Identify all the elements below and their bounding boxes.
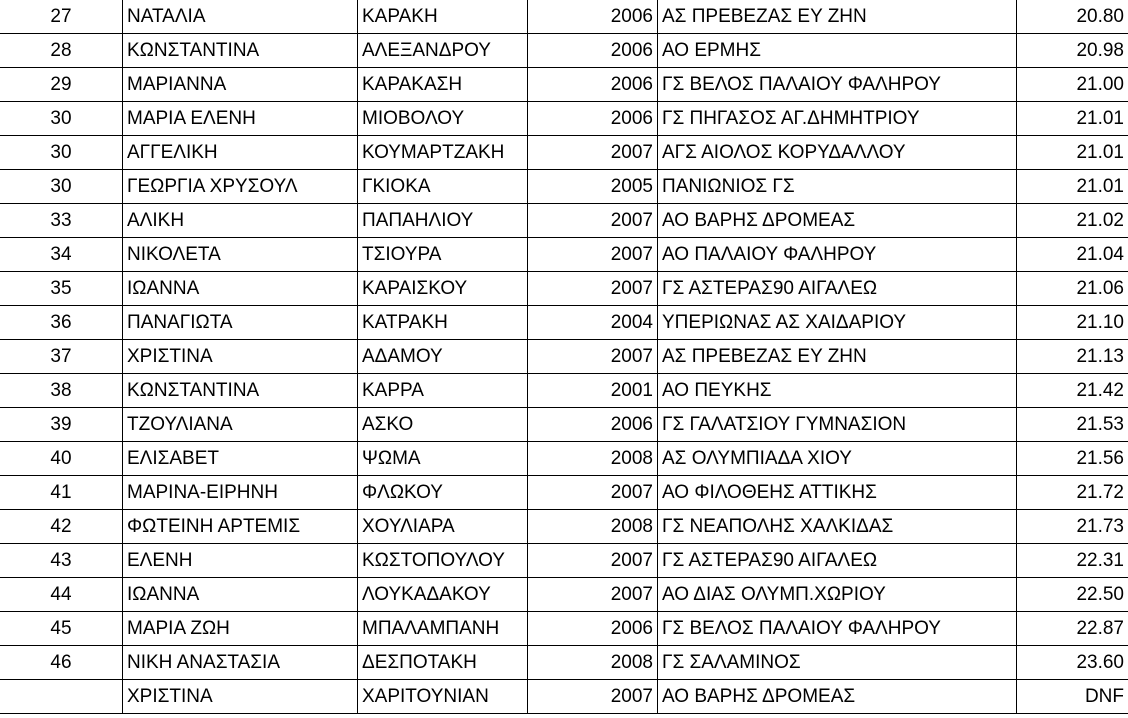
first-name-cell: ΙΩΑΝΝΑ [123,578,358,612]
first-name-cell: ΕΛΕΝΗ [123,544,358,578]
time-cell: 21.02 [1017,204,1128,238]
table-row [0,510,1128,544]
club-cell: ΓΣ ΠΗΓΑΣΟΣ ΑΓ.ΔΗΜΗΤΡΙΟΥ [658,102,1017,136]
rank-cell: 33 [0,204,123,238]
table-row [0,544,1128,578]
rank-cell: 36 [0,306,123,340]
table-row [0,102,1128,136]
club-cell: ΑΣ ΠΡΕΒΕΖΑΣ ΕΥ ΖΗΝ [658,340,1017,374]
club-cell: ΑΟ ΠΕΥΚΗΣ [658,374,1017,408]
time-cell: 21.42 [1017,374,1128,408]
first-name-cell: ΑΛΙΚΗ [123,204,358,238]
first-name-cell: ΜΑΡΙΑ ΕΛΕΝΗ [123,102,358,136]
birth-year-cell: 2005 [528,170,658,204]
table-row [0,306,1128,340]
club-cell: ΓΣ ΑΣΤΕΡΑΣ90 ΑΙΓΑΛΕΩ [658,272,1017,306]
time-cell: 21.00 [1017,68,1128,102]
first-name-cell: ΝΙΚΗ ΑΝΑΣΤΑΣΙΑ [123,646,358,680]
birth-year-cell: 2008 [528,510,658,544]
last-name-cell: ΠΑΠΑΗΛΙΟΥ [358,204,528,238]
club-cell: ΑΣ ΟΛΥΜΠΙΑΔΑ ΧΙΟΥ [658,442,1017,476]
table-row [0,408,1128,442]
first-name-cell: ΜΑΡΙΑ ΖΩΗ [123,612,358,646]
rank-cell: 37 [0,340,123,374]
time-cell: 21.04 [1017,238,1128,272]
table-row [0,340,1128,374]
time-cell: 22.31 [1017,544,1128,578]
rank-cell: 39 [0,408,123,442]
last-name-cell: ΧΟΥΛΙΑΡΑ [358,510,528,544]
rank-cell: 30 [0,170,123,204]
rank-cell: 43 [0,544,123,578]
table-row [0,476,1128,510]
last-name-cell: ΛΟΥΚΑΔΑΚΟΥ [358,578,528,612]
rank-cell [0,680,123,714]
birth-year-cell: 2004 [528,306,658,340]
time-cell: 22.50 [1017,578,1128,612]
club-cell: ΓΣ ΝΕΑΠΟΛΗΣ ΧΑΛΚΙΔΑΣ [658,510,1017,544]
birth-year-cell: 2006 [528,0,658,34]
birth-year-cell: 2006 [528,34,658,68]
last-name-cell: ΑΛΕΞΑΝΔΡΟΥ [358,34,528,68]
table-row [0,612,1128,646]
last-name-cell: ΜΙΟΒΟΛΟΥ [358,102,528,136]
time-cell: 21.53 [1017,408,1128,442]
last-name-cell: ΔΕΣΠΟΤΑΚΗ [358,646,528,680]
time-cell: DNF [1017,680,1128,714]
last-name-cell: ΚΑΡΑΚΗ [358,0,528,34]
first-name-cell: ΙΩΑΝΝΑ [123,272,358,306]
first-name-cell: ΜΑΡΙΝΑ-ΕΙΡΗΝΗ [123,476,358,510]
rank-cell: 30 [0,102,123,136]
rank-cell: 38 [0,374,123,408]
rank-cell: 27 [0,0,123,34]
last-name-cell: ΓΚΙΟΚΑ [358,170,528,204]
club-cell: ΑΟ ΒΑΡΗΣ ΔΡΟΜΕΑΣ [658,680,1017,714]
time-cell: 22.87 [1017,612,1128,646]
first-name-cell: ΕΛΙΣΑΒΕΤ [123,442,358,476]
club-cell: ΥΠΕΡΙΩΝΑΣ ΑΣ ΧΑΙΔΑΡΙΟΥ [658,306,1017,340]
time-cell: 20.80 [1017,0,1128,34]
club-cell: ΠΑΝΙΩΝΙΟΣ ΓΣ [658,170,1017,204]
rank-cell: 35 [0,272,123,306]
time-cell: 21.56 [1017,442,1128,476]
birth-year-cell: 2006 [528,612,658,646]
table-row [0,646,1128,680]
table-row [0,680,1128,714]
club-cell: ΑΟ ΒΑΡΗΣ ΔΡΟΜΕΑΣ [658,204,1017,238]
club-cell: ΑΟ ΦΙΛΟΘΕΗΣ ΑΤΤΙΚΗΣ [658,476,1017,510]
club-cell: ΓΣ ΒΕΛΟΣ ΠΑΛΑΙΟΥ ΦΑΛΗΡΟΥ [658,68,1017,102]
club-cell: ΑΣ ΠΡΕΒΕΖΑΣ ΕΥ ΖΗΝ [658,0,1017,34]
time-cell: 21.13 [1017,340,1128,374]
time-cell: 21.72 [1017,476,1128,510]
table-row [0,204,1128,238]
last-name-cell: ΚΩΣΤΟΠΟΥΛΟΥ [358,544,528,578]
first-name-cell: ΝΑΤΑΛΙΑ [123,0,358,34]
table-row [0,0,1128,34]
birth-year-cell: 2007 [528,680,658,714]
club-cell: ΑΟ ΕΡΜΗΣ [658,34,1017,68]
time-cell: 21.01 [1017,136,1128,170]
table-row [0,136,1128,170]
club-cell: ΓΣ ΒΕΛΟΣ ΠΑΛΑΙΟΥ ΦΑΛΗΡΟΥ [658,612,1017,646]
first-name-cell: ΓΕΩΡΓΙΑ ΧΡΥΣΟΥΛ [123,170,358,204]
time-cell: 21.01 [1017,102,1128,136]
table-row [0,170,1128,204]
last-name-cell: ΚΑΡΑΚΑΣΗ [358,68,528,102]
club-cell: ΓΣ ΑΣΤΕΡΑΣ90 ΑΙΓΑΛΕΩ [658,544,1017,578]
first-name-cell: ΑΓΓΕΛΙΚΗ [123,136,358,170]
time-cell: 20.98 [1017,34,1128,68]
last-name-cell: ΚΑΡΡΑ [358,374,528,408]
birth-year-cell: 2006 [528,408,658,442]
table-row [0,442,1128,476]
birth-year-cell: 2008 [528,442,658,476]
time-cell: 21.73 [1017,510,1128,544]
first-name-cell: ΚΩΝΣΤΑΝΤΙΝΑ [123,374,358,408]
last-name-cell: ΑΣΚΟ [358,408,528,442]
time-cell: 23.60 [1017,646,1128,680]
rank-cell: 45 [0,612,123,646]
rank-cell: 42 [0,510,123,544]
first-name-cell: ΠΑΝΑΓΙΩΤΑ [123,306,358,340]
time-cell: 21.01 [1017,170,1128,204]
birth-year-cell: 2006 [528,68,658,102]
birth-year-cell: 2007 [528,544,658,578]
club-cell: ΑΓΣ ΑΙΟΛΟΣ ΚΟΡΥΔΑΛΛΟΥ [658,136,1017,170]
club-cell: ΓΣ ΣΑΛΑΜΙΝΟΣ [658,646,1017,680]
club-cell: ΑΟ ΔΙΑΣ ΟΛΥΜΠ.ΧΩΡΙΟΥ [658,578,1017,612]
last-name-cell: ΦΛΩΚΟΥ [358,476,528,510]
club-cell: ΑΟ ΠΑΛΑΙΟΥ ΦΑΛΗΡΟΥ [658,238,1017,272]
last-name-cell: ΧΑΡΙΤΟΥΝΙΑΝ [358,680,528,714]
time-cell: 21.06 [1017,272,1128,306]
time-cell: 21.10 [1017,306,1128,340]
birth-year-cell: 2007 [528,136,658,170]
birth-year-cell: 2007 [528,578,658,612]
rank-cell: 30 [0,136,123,170]
last-name-cell: ΨΩΜΑ [358,442,528,476]
table-row [0,374,1128,408]
last-name-cell: ΑΔΑΜΟΥ [358,340,528,374]
first-name-cell: ΜΑΡΙΑΝΝΑ [123,68,358,102]
first-name-cell: ΝΙΚΟΛΕΤΑ [123,238,358,272]
rank-cell: 44 [0,578,123,612]
birth-year-cell: 2007 [528,272,658,306]
birth-year-cell: 2007 [528,238,658,272]
first-name-cell: ΚΩΝΣΤΑΝΤΙΝΑ [123,34,358,68]
birth-year-cell: 2008 [528,646,658,680]
first-name-cell: ΧΡΙΣΤΙΝΑ [123,680,358,714]
rank-cell: 28 [0,34,123,68]
table-row [0,578,1128,612]
last-name-cell: ΚΑΤΡΑΚΗ [358,306,528,340]
last-name-cell: ΚΑΡΑΙΣΚΟΥ [358,272,528,306]
table-row [0,238,1128,272]
rank-cell: 34 [0,238,123,272]
rank-cell: 41 [0,476,123,510]
table-row [0,68,1128,102]
birth-year-cell: 2007 [528,204,658,238]
table-row [0,34,1128,68]
club-cell: ΓΣ ΓΑΛΑΤΣΙΟΥ ΓΥΜΝΑΣΙΟΝ [658,408,1017,442]
rank-cell: 40 [0,442,123,476]
table-row [0,272,1128,306]
birth-year-cell: 2007 [528,476,658,510]
first-name-cell: ΧΡΙΣΤΙΝΑ [123,340,358,374]
last-name-cell: ΜΠΑΛΑΜΠΑΝΗ [358,612,528,646]
birth-year-cell: 2007 [528,340,658,374]
birth-year-cell: 2001 [528,374,658,408]
first-name-cell: ΦΩΤΕΙΝΗ ΑΡΤΕΜΙΣ [123,510,358,544]
last-name-cell: ΚΟΥΜΑΡΤΖΑΚΗ [358,136,528,170]
rank-cell: 46 [0,646,123,680]
first-name-cell: ΤΖΟΥΛΙΑΝΑ [123,408,358,442]
rank-cell: 29 [0,68,123,102]
birth-year-cell: 2006 [528,102,658,136]
last-name-cell: ΤΣΙΟΥΡΑ [358,238,528,272]
